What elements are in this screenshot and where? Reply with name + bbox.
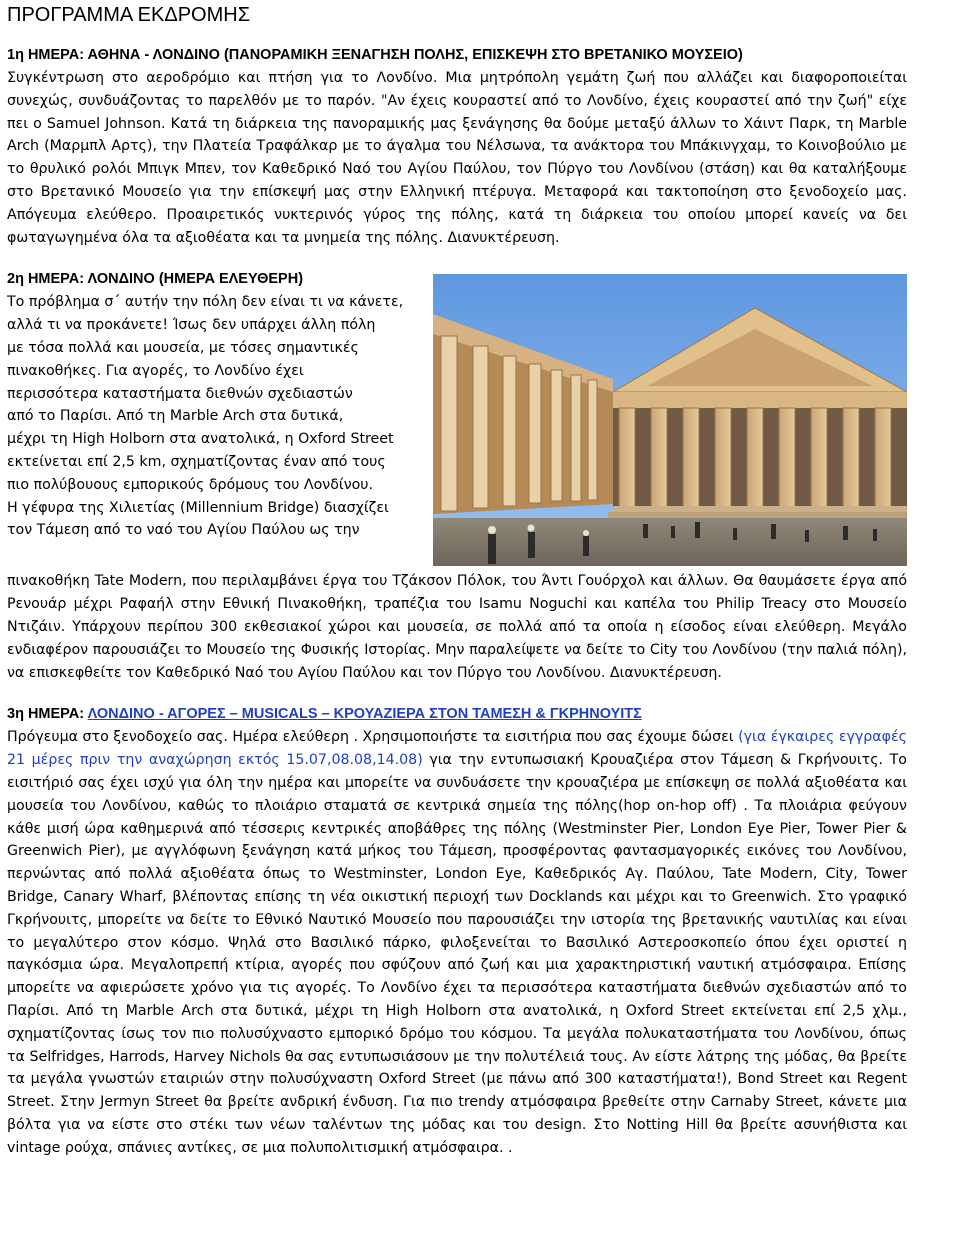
day1-heading: 1η ΗΜΕΡΑ: ΑΘΗΝΑ - ΛΟΝΔΙΝΟ (ΠΑΝΟΡΑΜΙΚΗ ΞΕΝΑΓΗΣΗ ΠΟΛΗΣ, ΕΠΙΣΚΕΨΗ ΣΤΟ ΒΡΕΤΑΝΙΚΟ ΜΟΥΣΕΙΟ) <box>7 47 743 63</box>
day2-line: από το Παρίσι. Από τη Marble Arch στα δυτικά, <box>7 408 344 425</box>
day3-text-a: Πρόγευμα στο ξενοδοχείο σας. Ημέρα ελεύθερη . Χρησιμοποιήστε τα εισιτήρια που σας έχουμε δώσει <box>7 729 739 746</box>
day1-paragraph: Συγκέντρωση στο αεροδρόμιο και πτήση για το Λονδίνο. Μια μητρόπολη γεμάτη ζωή που αλλάζει και διαφοροποιείται συνεχώς, συνδυάζοντας το παρελθόν με το παρόν. "Αν έχεις κουραστεί από το Λονδίνο, έχεις κουραστεί από την ζωή" είχε πει ο Samuel Johnson. Κατά τη διάρκεια της πανοραμικής μας ξενάγησης θα δούμε μεταξύ άλλων το Χάιντ Παρκ, τη Marble Arch (Μαρμπλ Αρτς), την Πλατεία Τραφάλκαρ με το άγαλμα του Νέλσωνα, τα ανάκτορα του Μπάκινγχαμ, το Κοινοβούλιο με το θρυλικό ρολόι Μπιγκ Μπεν, τον Καθεδρικό Ναό του Αγίου Παύλου, τον Πύργο του Λονδίνου (στάση) και θα καταλήξουμε στο Βρετανικό Μουσείο για την επίσκεψή μας στην Ελληνική πτέρυγα. Μεταφορά και τακτοποίηση στο ξενοδοχείο μας. Απόγευμα ελεύθερο. Προαιρετικός νυκτερινός γύρος της πόλης, κατά τη διάρκεια του οποίου μπορεί κανείς να δει φωταγωγημένα όλα τα αξιοθέατα και τα μνημεία της πόλης. Διανυκτέρευση. <box>7 70 907 246</box>
day2-paragraph: πινακοθήκη Tate Modern, που περιλαμβάνει έργα του Τζάκσον Πόλοκ, του Άντι Γουόρχολ και άλλων. Θα θαυμάσετε έργα από Ρενουάρ μέχρι Ραφαήλ στην Εθνική Πινακοθήκη, τραπέζια του Isamu Noguchi και καπέλα του Philip Treacy στο Μουσείο Ντιζάιν. Υπάρχουν περίπου 300 εκθεσιακοί χώροι και μουσεία, σε πολλά από τα οποία η είσοδος είναι ελεύθερη. Μεγάλο ενδιαφέρον παρουσιάζει το Μουσείο της Φυσικής Ιστορίας. Μην παραλείψετε να δείτε το City του Λονδίνου (την παλιά πόλη), να επισκεφθείτε τον Καθεδρικό Ναό του Αγίου Παύλου και τον Πύργο του Λονδίνου. Διανυκτέρευση. <box>7 573 907 681</box>
day3-early-booking-note: (για έγκαιρες εγγραφές 21 μέρες πριν την αναχώρηση εκτός 15.07,08.08,14.08) <box>7 729 907 769</box>
day2-heading: 2η ΗΜΕΡΑ: ΛΟΝΔΙΝΟ (ΗΜΕΡΑ ΕΛΕΥΘΕΡΗ) <box>7 271 304 288</box>
day3-text <box>7 726 907 1159</box>
day2-text <box>7 570 907 684</box>
day2-line: πιο πολύβουους εμπορικούς δρόμους του Λονδίνου. <box>7 476 374 493</box>
day3-heading-title: ΛΟΝΔΙΝΟ - ΑΓΟΡΕΣ – MUSICALS – ΚΡΟΥΑΖΙΕΡΑ ΣΤΟΝ ΤΑΜΕΣΗ & ΓΚΡΗΝΟΥΙΤΣ <box>87 706 642 723</box>
day3-heading <box>7 703 907 726</box>
day3-paragraph <box>7 726 907 1159</box>
day2-line: με τόσα πολλά και μουσεία, με τόσες σημαντικές <box>7 339 359 356</box>
british-museum-image <box>433 274 907 566</box>
day3-text-b: για την εντυπωσιακή Κρουαζιέρα στον Τάμεση & Γκρήνουιτς. Το εισιτήριό σας έχει ισχύ για όλη την ημέρα και μπορείτε να συνδυάσετε την κρουαζιέρα με επίσκεψη σε πολλά αξιοθέατα και μουσεία του Λονδίνου, καθώς το πλοιάριο σταματά σε κεντρικά σημεία της πόλης(hop on-hop off) . Τα πλοιάρια φεύγουν κάθε μισή ώρα καθημερινά από τέσσερις κεντρικές αποβάθρες της πόλης (Westminster Pier, London Eye Pier, Tower Pier & Greenwich Pier), με αγγλόφωνη ξενάγηση κατά μήκος του Τάμεση, προσφέροντας φαντασμαγορικές εικόνες του Λονδίνου, περνώντας από πολλά αξιοθέατα όπως το Westminster, London Eye, Καθεδρικός Αγ. Παύλου, Tate Modern, City, Tower Bridge, Canary Wharf, βλέποντας επίσης τη νέα οικιστική περιοχή των Docklands και μέχρι και το Greenwich. Στο γραφικό Γκρήνουιτς, μπορείτε να δείτε το Εθνικό Ναυτικό Μουσείο που παρουσιάζει την ιστορία της βρετανικής ναυτιλίας και είναι το μεγαλύτερο στον κόσμο. Ψηλά στο Βασιλικό πάρκο, φιλοξενείται το Βασιλικό Αστεροσκοπείο όπου έχει οριστεί η παγκόσμια ώρα. Μεγαλοπρεπή κτίρια, αγορές που σφύζουν από ζωή και μια χαρακτηριστική ναυτική ατμόσφαιρα. Επίσης μπορείτε να αφιερώσετε χρόνο για τις αγορές. Το Λονδίνο έχει τα περισσότερα καταστήματα διεθνών σχεδιαστών από το Παρίσι. Από τη Marble Arch στα δυτικά, μέχρι τη High Holborn στα ανατολικά, η Oxford Street εκτείνεται επί 2,5 χλμ., σχηματίζοντας ίσως τον πιο πολυσύχναστο εμπορικό δρόμο του κόσμου. Τα μεγάλα πολυκαταστήματα του Λονδίνου, όπως τα Selfridges, Harrods, Harvey Nichols θα σας εντυπωσιάσουν με την πολυτέλειά τους. Αν είστε λάτρης της μόδας, θα βρείτε τα μεγάλα γνωστών εταιριών στην πολυσύχναστη Oxford Street (με πάνω από 300 καταστήματα!), Bond Street και Regent Street. Στην Jermyn Street θα βρείτε ανδρική ένδυση. Για πιο trendy ατμόσφαιρα βρεθείτε στην Carnaby Street, κάνετε μια βόλτα για να είστε στο στέκι των νέων ταλέντων της μόδας και του design. Στο Notting Hill θα βρείτε ασυνήθιστα και vintage ρούχα, σπάνιες αντίκες, σε μια πολυπολιτισμική ατμόσφαιρα. . <box>7 752 907 1156</box>
day3-heading-prefix: 3η ΗΜΕΡΑ: <box>7 706 88 723</box>
day2-line: τον Τάμεση από το ναό του Αγίου Παύλου ως την <box>7 522 360 539</box>
page-title: ΠΡΟΓΡΑΜΜΑ ΕΚΔΡΟΜΗΣ <box>7 4 251 26</box>
day2-line: μέχρι τη High Holborn στα ανατολικά, η Oxford Street <box>7 431 394 448</box>
day2-line: Η γέφυρα της Χιλιετίας (Millennium Bridge) διασχίζει <box>7 499 389 516</box>
day2-line: Το πρόβλημα σ΄ αυτήν την πόλη δεν είναι τι να κάνετε, <box>7 294 404 311</box>
itinerary-document <box>7 0 907 1160</box>
day2-line: αλλά τι να προκάνετε! Ίσως δεν υπάρχει άλλη πόλη <box>7 317 376 334</box>
day2-line: πινακοθήκες. Για αγορές, το Λονδίνο έχει <box>7 362 304 379</box>
day2-line: εκτείνεται επί 2,5 km, σχηματίζοντας έναν από τους <box>7 453 386 470</box>
british-museum-photo <box>433 274 907 566</box>
day2-line: περισσότερα καταστήματα διεθνών σχεδιαστών <box>7 385 353 402</box>
day1-text <box>7 67 907 249</box>
